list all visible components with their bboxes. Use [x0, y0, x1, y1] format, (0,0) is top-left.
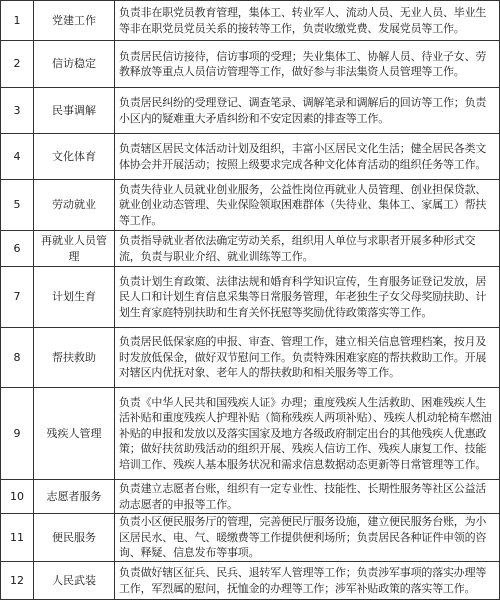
row-number: 7 — [1, 267, 34, 328]
row-number: 6 — [1, 231, 34, 267]
table-row — [1, 267, 500, 328]
row-title: 党建工作 — [34, 1, 115, 41]
row-number: 5 — [1, 180, 34, 231]
row-title: 再就业人员管理 — [34, 231, 115, 267]
row-number: 10 — [1, 480, 34, 514]
row-description: 负责小区便民服务厅的管理，完善便民厅服务设施，建立便民服务台账，为小区居民水、电、气、暖缴费等工作提供便利场所；负责居民各种证件申领的咨询、释疑、信息发布等事项。 — [115, 514, 500, 562]
row-description: 负责居民低保家庭的申报、审查、管理工作，建立相关信息管理档案，按月及时发放低保金，做好双节慰问工作。负责特殊困难家庭的帮扶救助工作。开展对辖区内优抚对象、老年人的帮扶救助和相关服务等工作。 — [115, 328, 500, 388]
row-title: 信访稳定 — [34, 41, 115, 88]
table-row — [1, 134, 500, 180]
row-description: 负责居民纠纷的受理登记、调查笔录、调解笔录和调解后的回访等工作；负责小区内的疑难重大矛盾纠纷和不安定因素的排查等工作。 — [115, 88, 500, 134]
table-row — [1, 88, 500, 134]
row-description: 负责居民信访接待，信访事项的受理；失业集体工、协解人员、待业子女、劳教释放等重点人员信访管理等工作，做好参与非法集资人员管理等工作。 — [115, 41, 500, 88]
row-title: 人民武装 — [34, 562, 115, 600]
row-description: 负责计划生育政策、法律法规和婚育科学知识宣传，生育服务证登记发放，居民人口和计划生育信息采集等日常服务管理，年老独生子女父母奖励扶助、计划生育家庭特别扶助和生育关怀抚慰等奖励优待政策落实等工作。 — [115, 267, 500, 328]
row-number: 2 — [1, 41, 34, 88]
row-number: 1 — [1, 1, 34, 41]
table-row — [1, 562, 500, 600]
row-number: 9 — [1, 388, 34, 480]
row-number: 12 — [1, 562, 34, 600]
table-row — [1, 180, 500, 231]
row-description: 负责指导就业者依法确定劳动关系，组织用人单位与求职者开展多种形式交流，负责与职业介绍、就业训练等工作。 — [115, 231, 500, 267]
row-number: 3 — [1, 88, 34, 134]
row-description: 负责做好辖区征兵、民兵、退转军人管理等工作；负责涉军事项的落实办理等工作，军烈属的慰问，抚恤金的办理等工作；涉军补贴政策的落实等工作。 — [115, 562, 500, 600]
row-title: 民事调解 — [34, 88, 115, 134]
row-description: 负责失待业人员就业创业服务，公益性岗位再就业人员管理、创业担保贷款、就业创业动态管理、失业保险领取困难群体（失待业、集体工、家属工）帮扶等工作。 — [115, 180, 500, 231]
row-title: 劳动就业 — [34, 180, 115, 231]
row-description: 负责辖区居民文体活动计划及组织，丰富小区居民文化生活；健全居民各类文体协会并开展活动；按照上级要求完成各种文化体育活动的组织任务等工作。 — [115, 134, 500, 180]
row-title: 帮扶救助 — [34, 328, 115, 388]
row-number: 8 — [1, 328, 34, 388]
row-title: 便民服务 — [34, 514, 115, 562]
row-title: 志愿者服务 — [34, 480, 115, 514]
row-title: 文化体育 — [34, 134, 115, 180]
row-title: 计划生育 — [34, 267, 115, 328]
row-description: 负责建立志愿者台账，组织有一定专业性、技能性、长期性服务等社区公益活动志愿者的申报等工作。 — [115, 480, 500, 514]
row-number: 11 — [1, 514, 34, 562]
table-row — [1, 41, 500, 88]
table-row — [1, 1, 500, 41]
table-row — [1, 388, 500, 480]
row-description: 负责非在职党员教育管理，集体工、转业军人、流动人员、无业人员、毕业生等非在职党员党员关系的接转等工作，负责收缴党费、发展党员等工作。 — [115, 1, 500, 41]
row-description: 负责《中华人民共和国残疾人证》办理；重度残疾人生活救助、困难残疾人生活补贴和重度残疾人护理补贴（简称残疾人两项补贴）、残疾人机动轮椅车燃油补贴的申报和发放以及落实国家及地方各级政府制定出台的其他残疾人优惠政策；做好扶贫助残活动的组织开展、残疾人信访工作、残疾人康复工作、技能培训工作、残疾人基本服务状况和需求信息数据动态更新等日常管理等工作。 — [115, 388, 500, 480]
table-row — [1, 480, 500, 514]
table-row — [1, 328, 500, 388]
table-row — [1, 231, 500, 267]
table-row — [1, 514, 500, 562]
row-title: 残疾人管理 — [34, 388, 115, 480]
row-number: 4 — [1, 134, 34, 180]
